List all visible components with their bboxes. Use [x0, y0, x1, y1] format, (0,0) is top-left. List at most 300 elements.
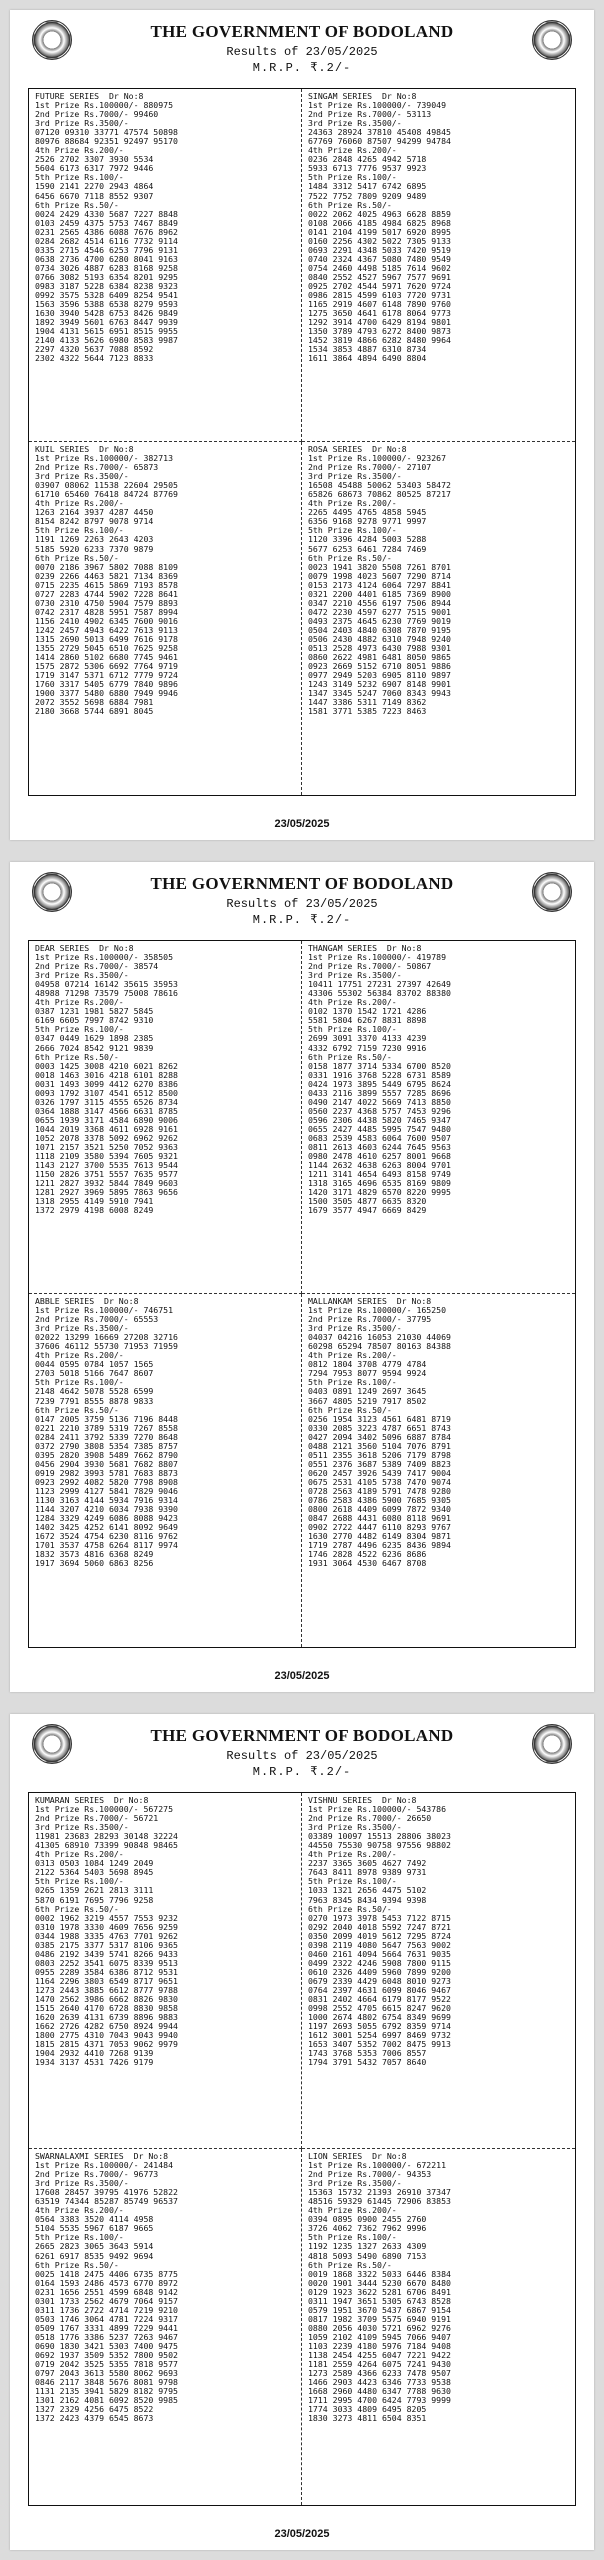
series-block: [302, 1294, 575, 1647]
result-line: 44550 75530 90758 97556 98802: [308, 1840, 451, 1851]
series-name: THANGAM SERIES Dr No:8: [308, 943, 422, 953]
result-line: 5604 6173 6317 7972 9446: [35, 163, 154, 174]
series-name: ABBLE SERIES Dr No:8: [35, 1296, 139, 1306]
result-line: 1931 3064 4530 6467 8708: [308, 1558, 427, 1569]
result-line: 0141 2104 4199 5017 6920 8995: [308, 226, 451, 237]
result-line: 0079 1998 4023 5607 7290 8714: [308, 570, 451, 581]
series-grid: [28, 88, 576, 796]
result-line: 1484 3312 5417 6742 6895: [308, 181, 427, 192]
series-grid: [28, 940, 576, 1648]
result-line: 0596 2306 4438 5820 7465 9347: [308, 1114, 451, 1125]
result-line: 1917 3694 5060 6863 8256: [35, 1558, 154, 1569]
result-line: 1420 3171 4829 6570 8220 9995: [308, 1187, 451, 1198]
result-line: 1211 3141 4654 6493 8158 9749: [308, 1169, 451, 1180]
result-line: 04958 07214 16142 35615 35953: [35, 979, 178, 990]
result-line: 1620 2639 4131 6739 8896 9883: [35, 2012, 178, 2023]
result-line: 0019 1868 3322 5033 6446 8384: [308, 2268, 451, 2279]
result-line: 2237 3365 3605 4627 7492: [308, 1858, 427, 1869]
result-line: 6th Prize Rs.50/-: [35, 1404, 119, 1415]
result-line: 1355 2729 5045 6510 7625 9258: [35, 643, 178, 654]
result-line: 1372 2979 4198 6008 8249: [35, 1205, 154, 1216]
result-line: 3rd Prize Rs.3500/-: [308, 471, 402, 482]
result-line: 1774 3033 4809 6495 8205: [308, 2404, 427, 2415]
result-line: 0727 2283 4744 5902 7228 8641: [35, 588, 178, 599]
result-line: 0610 2326 4409 5960 7899 9200: [308, 1966, 451, 1977]
result-line: 0902 2722 4447 6110 8293 9767: [308, 1522, 451, 1533]
result-line: 02022 13299 16669 27208 32716: [35, 1332, 178, 1343]
result-line: 0335 2715 4546 6253 7796 9131: [35, 244, 178, 255]
result-line: 1138 2454 4255 6047 7221 9422: [308, 2350, 451, 2361]
result-line: 1900 3377 5480 6880 7949 9946: [35, 688, 178, 699]
result-line: 5th Prize Rs.100/-: [308, 1377, 397, 1388]
result-line: 80976 88684 92351 92497 95170: [35, 136, 178, 147]
result-line: 2nd Prize Rs.7000/- 65873: [35, 462, 159, 473]
result-line: 1904 4131 5615 6951 8515 9955: [35, 326, 178, 337]
result-line: 6th Prize Rs.50/-: [35, 1051, 119, 1062]
result-line: 2703 5018 5166 7647 8607: [35, 1368, 154, 1379]
result-line: 6th Prize Rs.50/-: [308, 1404, 392, 1415]
bodoland-emblem-icon: [32, 20, 72, 60]
result-line: 6th Prize Rs.50/-: [35, 552, 119, 563]
result-line: 0490 2147 4022 5669 7413 8850: [308, 1096, 451, 1107]
sheet-mrp: M.R.P. ₹.2/-: [252, 913, 352, 927]
result-line: 1515 2640 4170 6728 8830 9858: [35, 2003, 178, 2014]
result-line: 7643 8411 8978 9389 9731: [308, 1867, 427, 1878]
result-line: 3rd Prize Rs.3500/-: [308, 2178, 402, 2189]
result-line: 1653 3407 5352 7002 8475 9913: [308, 2039, 451, 2050]
result-line: 0147 2005 3759 5136 7196 8448: [35, 1413, 178, 1424]
result-line: 63519 74344 85287 85749 96537: [35, 2196, 178, 2207]
result-line: 1044 2019 3368 4611 6928 9161: [35, 1123, 178, 1134]
result-line: 0398 2119 4080 5647 7563 9002: [308, 1939, 451, 1950]
result-line: 0488 2121 3560 5104 7076 8791: [308, 1440, 451, 1451]
series-name: VISHNU SERIES Dr No:8: [308, 1795, 417, 1805]
result-line: 1534 3853 4887 6310 8734: [308, 344, 427, 355]
sheet-header: [10, 862, 594, 938]
result-line: 0129 1923 3622 5281 6706 8491: [308, 2286, 451, 2297]
result-line: 0925 2702 4544 5971 7620 9724: [308, 280, 451, 291]
result-line: 1711 2995 4700 6424 7793 9999: [308, 2395, 451, 2406]
result-line: 0331 1916 3768 5228 6731 8589: [308, 1069, 451, 1080]
result-line: 0817 1982 3709 5575 6940 9191: [308, 2313, 451, 2324]
result-line: 37606 46112 55730 71953 71959: [35, 1341, 178, 1352]
result-line: 48988 71298 73579 75008 78616: [35, 988, 178, 999]
result-line: 6456 6670 7118 8552 9307: [35, 190, 154, 201]
bodoland-emblem-icon: [532, 1724, 572, 1764]
result-line: 1st Prize Rs.100000/- 241484: [35, 2160, 174, 2171]
result-line: 0786 2583 4386 5900 7685 9305: [308, 1495, 451, 1506]
result-line: 15363 15732 21393 26910 37347: [308, 2187, 451, 2198]
series-name: SINGAM SERIES Dr No:8: [308, 91, 417, 101]
sheet-mrp: M.R.P. ₹.2/-: [252, 1765, 352, 1779]
result-line: 1123 2999 4127 5841 7829 9046: [35, 1485, 178, 1496]
result-line: 1701 3537 4758 6264 8117 9974: [35, 1540, 178, 1551]
result-line: 0344 1988 3335 4763 7701 9262: [35, 1930, 178, 1941]
result-line: 5th Prize Rs.100/-: [35, 2232, 124, 2243]
result-line: 2nd Prize Rs.7000/- 50867: [308, 961, 432, 972]
result-line: 1662 2726 4282 6750 8924 9944: [35, 2021, 178, 2032]
result-line: 60298 65294 78507 80163 84388: [308, 1341, 451, 1352]
result-line: 1414 2860 5102 6680 7745 9461: [35, 652, 178, 663]
result-line: 8154 8242 8797 9078 9714: [35, 516, 154, 527]
result-line: 0236 2848 4265 4942 5718: [308, 154, 427, 165]
result-line: 2140 4133 5626 6980 8583 9987: [35, 335, 178, 346]
result-line: 1372 2423 4379 6545 8673: [35, 2413, 154, 2424]
result-line: 0919 2982 3993 5781 7683 8873: [35, 1467, 178, 1478]
result-line: 2072 3552 5698 6884 7981: [35, 697, 154, 708]
result-line: 1150 2826 3751 5557 7635 9577: [35, 1169, 178, 1180]
result-line: 0740 2324 4367 5080 7480 9549: [308, 253, 451, 264]
result-line: 4332 6792 7159 7230 9916: [308, 1042, 427, 1053]
series-name: ROSA SERIES Dr No:8: [308, 444, 407, 454]
result-line: 1800 2775 4310 7043 9043 9940: [35, 2030, 178, 2041]
result-line: 6th Prize Rs.50/-: [308, 1051, 392, 1062]
bodoland-emblem-icon: [32, 1724, 72, 1764]
result-line: 0860 2622 4981 6481 8050 9865: [308, 652, 451, 663]
result-line: 1630 2770 4482 6149 8304 9871: [308, 1531, 451, 1542]
result-line: 0387 1231 1981 5827 5845: [35, 1006, 154, 1017]
series-name: SWARNALAXMI SERIES Dr No:8: [35, 2151, 169, 2161]
result-line: 0003 1425 3008 4210 6021 8262: [35, 1060, 178, 1071]
result-line: 03907 08062 11538 22604 29505: [35, 480, 178, 491]
result-line: 0108 2066 4185 4984 6825 8968: [308, 217, 451, 228]
result-line: 1st Prize Rs.100000/- 358505: [35, 952, 174, 963]
result-line: 0831 2402 4664 6179 8177 9522: [308, 1994, 451, 2005]
result-line: 3726 4062 7362 7962 9996: [308, 2223, 427, 2234]
result-line: 2180 3668 5744 6891 8045: [35, 706, 154, 717]
result-line: 1243 3149 5232 6907 8148 9901: [308, 679, 451, 690]
result-line: 10411 17751 27231 27397 42649: [308, 979, 451, 990]
result-line: 0811 2613 4603 6244 7645 9563: [308, 1142, 451, 1153]
result-line: 0347 2210 4556 6197 7506 8944: [308, 597, 451, 608]
result-line: 4th Prize Rs.200/-: [35, 498, 124, 509]
result-line: 1815 2815 4371 7053 9062 9979: [35, 2039, 178, 2050]
result-line: 1164 2296 3803 6549 8717 9651: [35, 1975, 178, 1986]
series-block: [29, 941, 302, 1294]
result-line: 1000 2674 4802 6754 8349 9699: [308, 2012, 451, 2023]
result-line: 1059 2102 4109 5945 7066 9407: [308, 2331, 451, 2342]
result-line: 1611 3864 4894 6490 8804: [308, 353, 427, 364]
result-line: 2666 7024 8542 9121 9839: [35, 1042, 154, 1053]
result-line: 0560 2237 4368 5757 7453 9296: [308, 1105, 451, 1116]
result-line: 0764 2397 4631 6099 8046 9467: [308, 1984, 451, 1995]
sheet-subtitle: Results of 23/05/2025: [226, 1749, 378, 1763]
result-line: 0503 1746 3064 4781 7224 9317: [35, 2313, 178, 2324]
result-line: 1st Prize Rs.100000/- 165250: [308, 1305, 447, 1316]
result-line: 1292 3914 4700 6429 8194 9801: [308, 317, 451, 328]
series-block: [302, 2149, 575, 2505]
result-line: 0456 2904 3930 5681 7682 8807: [35, 1458, 178, 1469]
result-line: 0803 2252 3541 6075 8339 9513: [35, 1957, 178, 1968]
result-line: 7963 8345 8434 9394 9398: [308, 1894, 427, 1905]
result-line: 1st Prize Rs.100000/- 567275: [35, 1804, 174, 1815]
result-line: 1563 3596 5388 6538 8279 9593: [35, 299, 178, 310]
result-line: 4th Prize Rs.200/-: [308, 145, 397, 156]
result-line: 0394 0895 0900 2455 2760: [308, 2214, 427, 2225]
result-line: 1904 2932 4410 7268 9139: [35, 2048, 154, 2059]
result-line: 3rd Prize Rs.3500/-: [35, 1822, 129, 1833]
sheet-header: [10, 1714, 594, 1790]
series-name: KUIL SERIES Dr No:8: [35, 444, 134, 454]
series-block: [29, 2149, 302, 2505]
result-line: 4th Prize Rs.200/-: [35, 2205, 124, 2216]
result-line: 1934 3137 4531 7426 9179: [35, 2057, 154, 2068]
result-line: 0310 1978 3330 4609 7656 9259: [35, 1921, 178, 1932]
series-grid: [28, 1792, 576, 2506]
result-sheet-3: [10, 1714, 594, 2550]
result-line: 0692 1937 3509 5352 7800 9502: [35, 2350, 178, 2361]
result-line: 41305 68910 73399 90848 98465: [35, 1840, 178, 1851]
result-line: 1st Prize Rs.100000/- 672211: [308, 2160, 447, 2171]
sheet-date: 23/05/2025: [274, 818, 330, 830]
result-line: 1118 2109 3580 5394 7605 9321: [35, 1151, 178, 1162]
result-line: 3rd Prize Rs.3500/-: [35, 2178, 129, 2189]
result-line: 43306 55302 56384 83702 88380: [308, 988, 451, 999]
result-line: 24363 28924 37810 45408 49845: [308, 127, 451, 138]
result-line: 0292 2040 4018 5592 7247 8721: [308, 1921, 451, 1932]
result-line: 1284 3329 4249 6086 8088 9423: [35, 1513, 178, 1524]
result-line: 17608 28457 39795 41976 52822: [35, 2187, 178, 2198]
result-line: 1347 3345 5247 7060 8343 9943: [308, 688, 451, 699]
result-line: 0403 0891 1249 2697 3645: [308, 1386, 427, 1397]
result-line: 0980 2478 4610 6257 8001 9668: [308, 1151, 451, 1162]
result-line: 4th Prize Rs.200/-: [35, 1350, 124, 1361]
result-line: 2526 2702 3307 3930 5534: [35, 154, 154, 165]
result-line: 0153 2173 4124 6064 7297 8841: [308, 579, 451, 590]
result-line: 5th Prize Rs.100/-: [308, 1024, 397, 1035]
result-line: 4th Prize Rs.200/-: [308, 2205, 397, 2216]
result-line: 1211 2827 3932 5844 7849 9603: [35, 1178, 178, 1189]
result-line: 2nd Prize Rs.7000/- 53113: [308, 109, 432, 120]
result-line: 1830 3273 4811 6504 8351: [308, 2413, 427, 2424]
result-line: 0023 1941 3820 5508 7261 8701: [308, 561, 451, 572]
result-line: 0424 1973 3895 5449 6795 8624: [308, 1078, 451, 1089]
result-line: 1144 3207 4210 6034 7938 9390: [35, 1504, 178, 1515]
result-line: 48516 59329 61445 72906 83853: [308, 2196, 451, 2207]
result-line: 1350 3789 4793 6272 8400 9873: [308, 326, 451, 337]
result-line: 0730 2310 4750 5904 7579 8893: [35, 597, 178, 608]
result-line: 2265 4495 4765 4858 5945: [308, 507, 427, 518]
result-line: 5th Prize Rs.100/-: [35, 1876, 124, 1887]
result-line: 0679 2339 4429 6048 8010 9273: [308, 1975, 451, 1986]
result-line: 1832 3573 4816 6368 8249: [35, 1549, 154, 1560]
result-line: 0499 2322 4246 5908 7800 9115: [308, 1957, 451, 1968]
result-line: 1719 2787 4496 6235 8436 9894: [308, 1540, 451, 1551]
result-sheet-2: [10, 862, 594, 1692]
result-line: 6th Prize Rs.50/-: [308, 2259, 392, 2270]
result-line: 0579 1951 3670 5437 6867 9154: [308, 2304, 451, 2315]
result-line: 6th Prize Rs.50/-: [308, 199, 392, 210]
result-line: 0840 2552 4527 5967 7577 9691: [308, 271, 451, 282]
bodoland-emblem-icon: [32, 872, 72, 912]
result-line: 1466 2903 4423 6346 7733 9538: [308, 2377, 451, 2388]
result-line: 5870 6191 7695 7796 9258: [35, 1894, 154, 1905]
result-line: 4th Prize Rs.200/-: [308, 1350, 397, 1361]
result-line: 1181 2559 4264 6075 7241 9430: [308, 2359, 451, 2370]
result-line: 0024 2429 4330 5687 7227 8848: [35, 208, 178, 219]
result-line: 2nd Prize Rs.7000/- 65553: [35, 1314, 159, 1325]
result-line: 5th Prize Rs.100/-: [308, 525, 397, 536]
result-line: 3rd Prize Rs.3500/-: [308, 1323, 402, 1334]
result-line: 0754 2460 4498 5185 7614 9602: [308, 262, 451, 273]
result-line: 2297 4320 5637 7088 8592: [35, 344, 154, 355]
result-line: 1590 2141 2270 2943 4864: [35, 181, 154, 192]
result-line: 5th Prize Rs.100/-: [35, 1024, 124, 1035]
result-line: 3rd Prize Rs.3500/-: [35, 1323, 129, 1334]
series-block: [302, 941, 575, 1294]
result-line: 0675 2531 4105 5738 7470 9074: [308, 1476, 451, 1487]
result-line: 0256 1954 3123 4561 6481 8719: [308, 1413, 451, 1424]
result-line: 0518 1776 3386 5237 7263 9467: [35, 2331, 178, 2342]
result-line: 0715 2235 4615 5869 7193 8578: [35, 579, 178, 590]
result-line: 0231 2565 4386 6088 7676 8962: [35, 226, 178, 237]
result-line: 1st Prize Rs.100000/- 923267: [308, 453, 447, 464]
sheet-date: 23/05/2025: [274, 2528, 330, 2540]
result-line: 0506 2430 4882 6310 7948 9240: [308, 633, 451, 644]
result-line: 0265 1359 2621 2813 3111: [35, 1885, 154, 1896]
result-line: 0284 2411 3792 5339 7270 8648: [35, 1431, 178, 1442]
result-line: 0513 2528 4973 6430 7988 9301: [308, 643, 451, 654]
result-line: 1191 1269 2263 2643 4203: [35, 534, 154, 545]
bodoland-emblem-icon: [532, 872, 572, 912]
result-line: 0923 2992 4082 5820 7798 8908: [35, 1476, 178, 1487]
result-line: 1575 2872 5306 6692 7764 9719: [35, 661, 178, 672]
result-line: 0433 2116 3899 5557 7285 8696: [308, 1087, 451, 1098]
result-line: 2nd Prize Rs.7000/- 94353: [308, 2169, 432, 2180]
result-line: 0460 2161 4094 5664 7631 9035: [308, 1948, 451, 1959]
result-line: 1743 3768 5353 7006 8557: [308, 2048, 427, 2059]
result-line: 1470 2562 3986 6662 8826 9830: [35, 1994, 178, 2005]
sheet-title: THE GOVERNMENT OF BODOLAND: [150, 1726, 454, 1745]
result-line: 0504 2403 4840 6308 7870 9195: [308, 624, 451, 635]
result-line: 1668 2960 4480 6347 7788 9630: [308, 2386, 451, 2397]
result-line: 0846 2117 3848 5676 8081 9798: [35, 2377, 178, 2388]
result-line: 0427 2094 3402 5096 6887 8784: [308, 1431, 451, 1442]
result-line: 0742 2317 4828 5951 7587 8994: [35, 606, 178, 617]
result-line: 3rd Prize Rs.3500/-: [35, 471, 129, 482]
result-line: 1143 2127 3700 5535 7613 9544: [35, 1160, 178, 1171]
result-line: 0321 2200 4401 6185 7369 8900: [308, 588, 451, 599]
result-line: 0020 1901 3444 5230 6670 8480: [308, 2277, 451, 2288]
result-line: 1197 2693 5055 6792 8359 9714: [308, 2021, 451, 2032]
result-line: 0693 2291 4348 5033 7420 9519: [308, 244, 451, 255]
result-line: 1672 3524 4754 6230 8116 9762: [35, 1531, 178, 1542]
result-line: 1630 3940 5428 6753 8426 9849: [35, 308, 178, 319]
result-line: 1273 2589 4366 6233 7478 9507: [308, 2368, 451, 2379]
result-line: 0093 1792 3107 4541 6512 8500: [35, 1087, 178, 1098]
result-line: 6261 6917 8535 9492 9694: [35, 2250, 154, 2261]
result-line: 3667 4805 5219 7917 8502: [308, 1395, 427, 1406]
result-line: 0800 2618 4409 6099 7872 9340: [308, 1504, 451, 1515]
result-line: 1103 2239 4180 5976 7184 9408: [308, 2340, 451, 2351]
result-line: 1033 1321 2656 4475 5102: [308, 1885, 427, 1896]
result-line: 1500 3505 4877 6635 8320: [308, 1196, 427, 1207]
result-line: 0511 2355 3618 5206 7179 8798: [308, 1449, 451, 1460]
bodoland-emblem-icon: [532, 20, 572, 60]
result-line: 0923 2669 5152 6710 8051 9886: [308, 661, 451, 672]
result-line: 1120 3396 4284 5003 5288: [308, 534, 427, 545]
result-line: 6th Prize Rs.50/-: [308, 552, 392, 563]
series-name: MALLANKAM SERIES Dr No:8: [308, 1296, 432, 1306]
result-line: 5th Prize Rs.100/-: [35, 1377, 124, 1388]
result-line: 0955 2289 3584 6386 8712 9531: [35, 1966, 178, 1977]
result-line: 0812 1804 3708 4779 4784: [308, 1359, 427, 1370]
result-line: 1581 3771 5385 7223 8463: [308, 706, 427, 717]
result-line: 0620 2457 3926 5439 7417 9004: [308, 1467, 451, 1478]
sheet-subtitle: Results of 23/05/2025: [226, 45, 378, 59]
sheet-mrp: M.R.P. ₹.2/-: [252, 61, 352, 75]
result-line: 1242 2457 4943 6422 7613 9113: [35, 624, 178, 635]
result-line: 4th Prize Rs.200/-: [35, 997, 124, 1008]
series-block: [29, 89, 302, 442]
result-line: 0018 1463 3016 4218 6101 8288: [35, 1069, 178, 1080]
result-line: 0998 2552 4705 6615 8247 9620: [308, 2003, 451, 2014]
result-line: 0719 2042 3525 5355 7818 9577: [35, 2359, 178, 2370]
result-line: 5th Prize Rs.100/-: [308, 2232, 397, 2243]
result-line: 4818 5093 5490 6890 7153: [308, 2250, 427, 2261]
result-line: 1719 3147 5371 6712 7779 9724: [35, 670, 178, 681]
result-line: 2nd Prize Rs.7000/- 27107: [308, 462, 432, 473]
result-line: 0683 2539 4583 6064 7600 9507: [308, 1132, 451, 1143]
result-line: 5677 6253 6461 7284 7469: [308, 543, 427, 554]
result-line: 1315 2690 5013 6499 7616 9178: [35, 633, 178, 644]
result-line: 3rd Prize Rs.3500/-: [308, 970, 402, 981]
result-line: 0364 1888 3147 4566 6631 8785: [35, 1105, 178, 1116]
result-line: 5th Prize Rs.100/-: [35, 525, 124, 536]
result-line: 2nd Prize Rs.7000/- 26650: [308, 1813, 432, 1824]
result-line: 0986 2815 4599 6103 7720 9731: [308, 290, 451, 301]
result-line: 0655 1939 3171 4584 6890 9006: [35, 1114, 178, 1125]
result-line: 0690 1830 3421 5303 7400 9475: [35, 2340, 178, 2351]
result-line: 1st Prize Rs.100000/- 382713: [35, 453, 174, 464]
result-line: 0983 3187 5228 6384 8238 9323: [35, 280, 178, 291]
result-line: 07120 09310 33771 47574 50898: [35, 127, 178, 138]
result-line: 5th Prize Rs.100/-: [35, 172, 124, 183]
result-line: 4th Prize Rs.200/-: [35, 1849, 124, 1860]
result-line: 0728 2563 4189 5791 7478 9280: [308, 1485, 451, 1496]
result-line: 0326 1797 3115 4555 6526 8734: [35, 1096, 178, 1107]
result-line: 0002 1962 3219 4557 7553 9232: [35, 1912, 178, 1923]
result-line: 0509 1767 3331 4899 7229 9441: [35, 2322, 178, 2333]
result-line: 0301 1733 2562 4679 7064 9157: [35, 2295, 178, 2306]
result-line: 1130 3163 4144 5934 7916 9314: [35, 1495, 178, 1506]
result-line: 2302 4322 5644 7123 8833: [35, 353, 154, 364]
result-line: 4th Prize Rs.200/-: [35, 145, 124, 156]
result-line: 1794 3791 5432 7057 8640: [308, 2057, 427, 2068]
sheet-title: THE GOVERNMENT OF BODOLAND: [150, 22, 454, 41]
result-line: 4th Prize Rs.200/-: [308, 997, 397, 1008]
result-line: 0044 0595 0784 1057 1565: [35, 1359, 154, 1370]
result-line: 0158 1877 3714 5334 6700 8520: [308, 1060, 451, 1071]
result-line: 0992 3575 5328 6409 8254 9541: [35, 290, 178, 301]
result-line: 5933 6713 7776 9537 9923: [308, 163, 427, 174]
result-sheet-1: [10, 10, 594, 840]
result-line: 4th Prize Rs.200/-: [308, 1849, 397, 1860]
sheet-date: 23/05/2025: [274, 1670, 330, 1682]
result-line: 1st Prize Rs.100000/- 739049: [308, 100, 447, 111]
series-name: LION SERIES Dr No:8: [308, 2151, 407, 2161]
result-line: 0797 2043 3613 5580 8062 9693: [35, 2368, 178, 2379]
result-line: 0270 1973 3978 5453 7122 8715: [308, 1912, 451, 1923]
result-line: 0103 2459 4375 5753 7467 8849: [35, 217, 178, 228]
result-line: 61710 65460 76418 84724 87769: [35, 489, 178, 500]
series-block: [302, 89, 575, 442]
result-line: 1318 3165 4696 6535 8169 9809: [308, 1178, 451, 1189]
result-line: 2nd Prize Rs.7000/- 37795: [308, 1314, 432, 1325]
result-line: 1612 3001 5254 6997 8469 9732: [308, 2030, 451, 2041]
result-line: 0472 2230 4597 6277 7515 9001: [308, 606, 451, 617]
result-line: 1st Prize Rs.100000/- 746751: [35, 1305, 174, 1316]
